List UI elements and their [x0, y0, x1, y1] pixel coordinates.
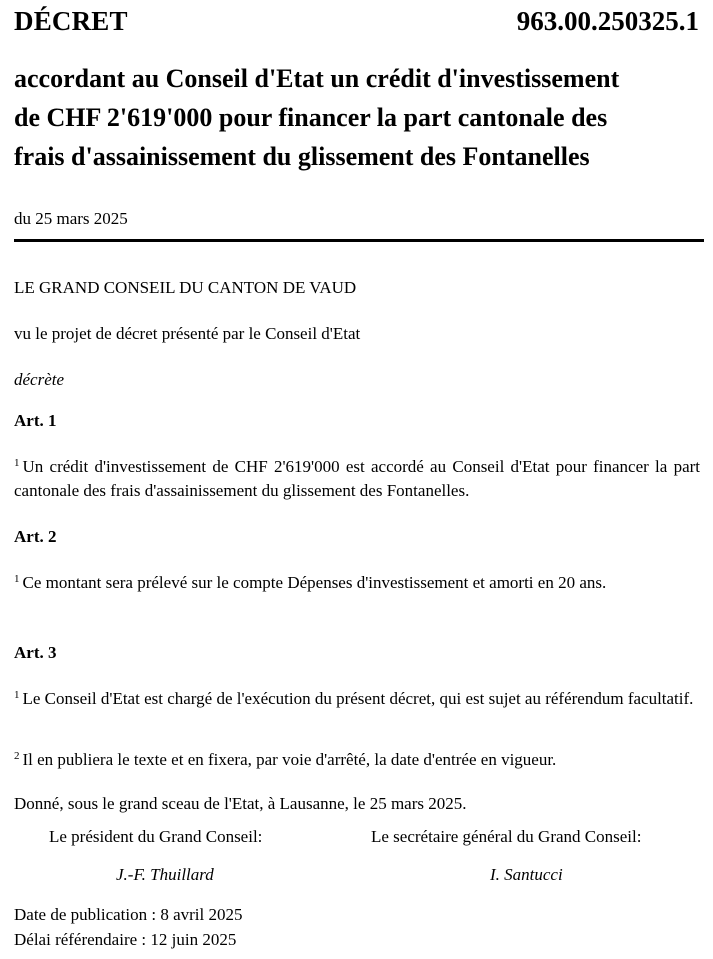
preamble-decrete: décrète — [14, 370, 65, 389]
paragraph-text: Ce montant sera prélevé sur le compte Dépenses d'investissement et amorti en 20 ans. — [22, 573, 607, 592]
president-name: J.-F. Thuillard — [116, 865, 214, 884]
article-1-paragraph-1 — [14, 455, 700, 503]
paragraph-number: 2 — [14, 750, 20, 762]
publication-date: Date de publication : 8 avril 2025 — [14, 905, 243, 924]
closing-formula: Donné, sous le grand sceau de l'Etat, à Lausanne, le 25 mars 2025. — [14, 794, 467, 813]
article-2-paragraph-1 — [14, 571, 700, 595]
paragraph-number: 1 — [14, 457, 20, 469]
secretary-title: Le secrétaire général du Grand Conseil: — [371, 827, 642, 846]
article-1-heading: Art. 1 — [14, 411, 57, 430]
decree-date: du 25 mars 2025 — [14, 209, 128, 228]
authority-heading: LE GRAND CONSEIL DU CANTON DE VAUD — [14, 278, 357, 297]
paragraph-number: 1 — [14, 689, 20, 701]
secretary-name: I. Santucci — [490, 865, 563, 884]
header-divider — [14, 239, 704, 242]
title-line-3: frais d'assainissement du glissement des Fontanelles — [14, 142, 590, 171]
paragraph-text: Le Conseil d'Etat est chargé de l'exécution du présent décret, qui est sujet au référendum facultatif. — [22, 689, 694, 708]
decree-title — [14, 59, 704, 176]
paragraph-text: Il en publiera le texte et en fixera, par voie d'arrêté, la date d'entrée en vigueur. — [22, 750, 557, 769]
paragraph-number: 1 — [14, 573, 20, 585]
title-line-2: de CHF 2'619'000 pour financer la part cantonale des — [14, 103, 608, 132]
document-type: DÉCRET — [14, 6, 128, 36]
preamble-vu: vu le projet de décret présenté par le Conseil d'Etat — [14, 324, 361, 343]
document-reference: 963.00.250325.1 — [516, 6, 699, 36]
president-title: Le président du Grand Conseil: — [49, 827, 263, 846]
article-2-heading: Art. 2 — [14, 527, 57, 546]
article-3-paragraph-1 — [14, 687, 700, 711]
referendum-deadline: Délai référendaire : 12 juin 2025 — [14, 930, 237, 949]
paragraph-text: Un crédit d'investissement de CHF 2'619'000 est accordé au Conseil d'Etat pour financer la part cantonale des frais d'assainissement du glissement des Fontanelles. — [14, 457, 700, 500]
article-3-paragraph-2 — [14, 748, 700, 772]
article-3-heading: Art. 3 — [14, 643, 57, 662]
title-line-1: accordant au Conseil d'Etat un crédit d'investissement — [14, 64, 620, 93]
